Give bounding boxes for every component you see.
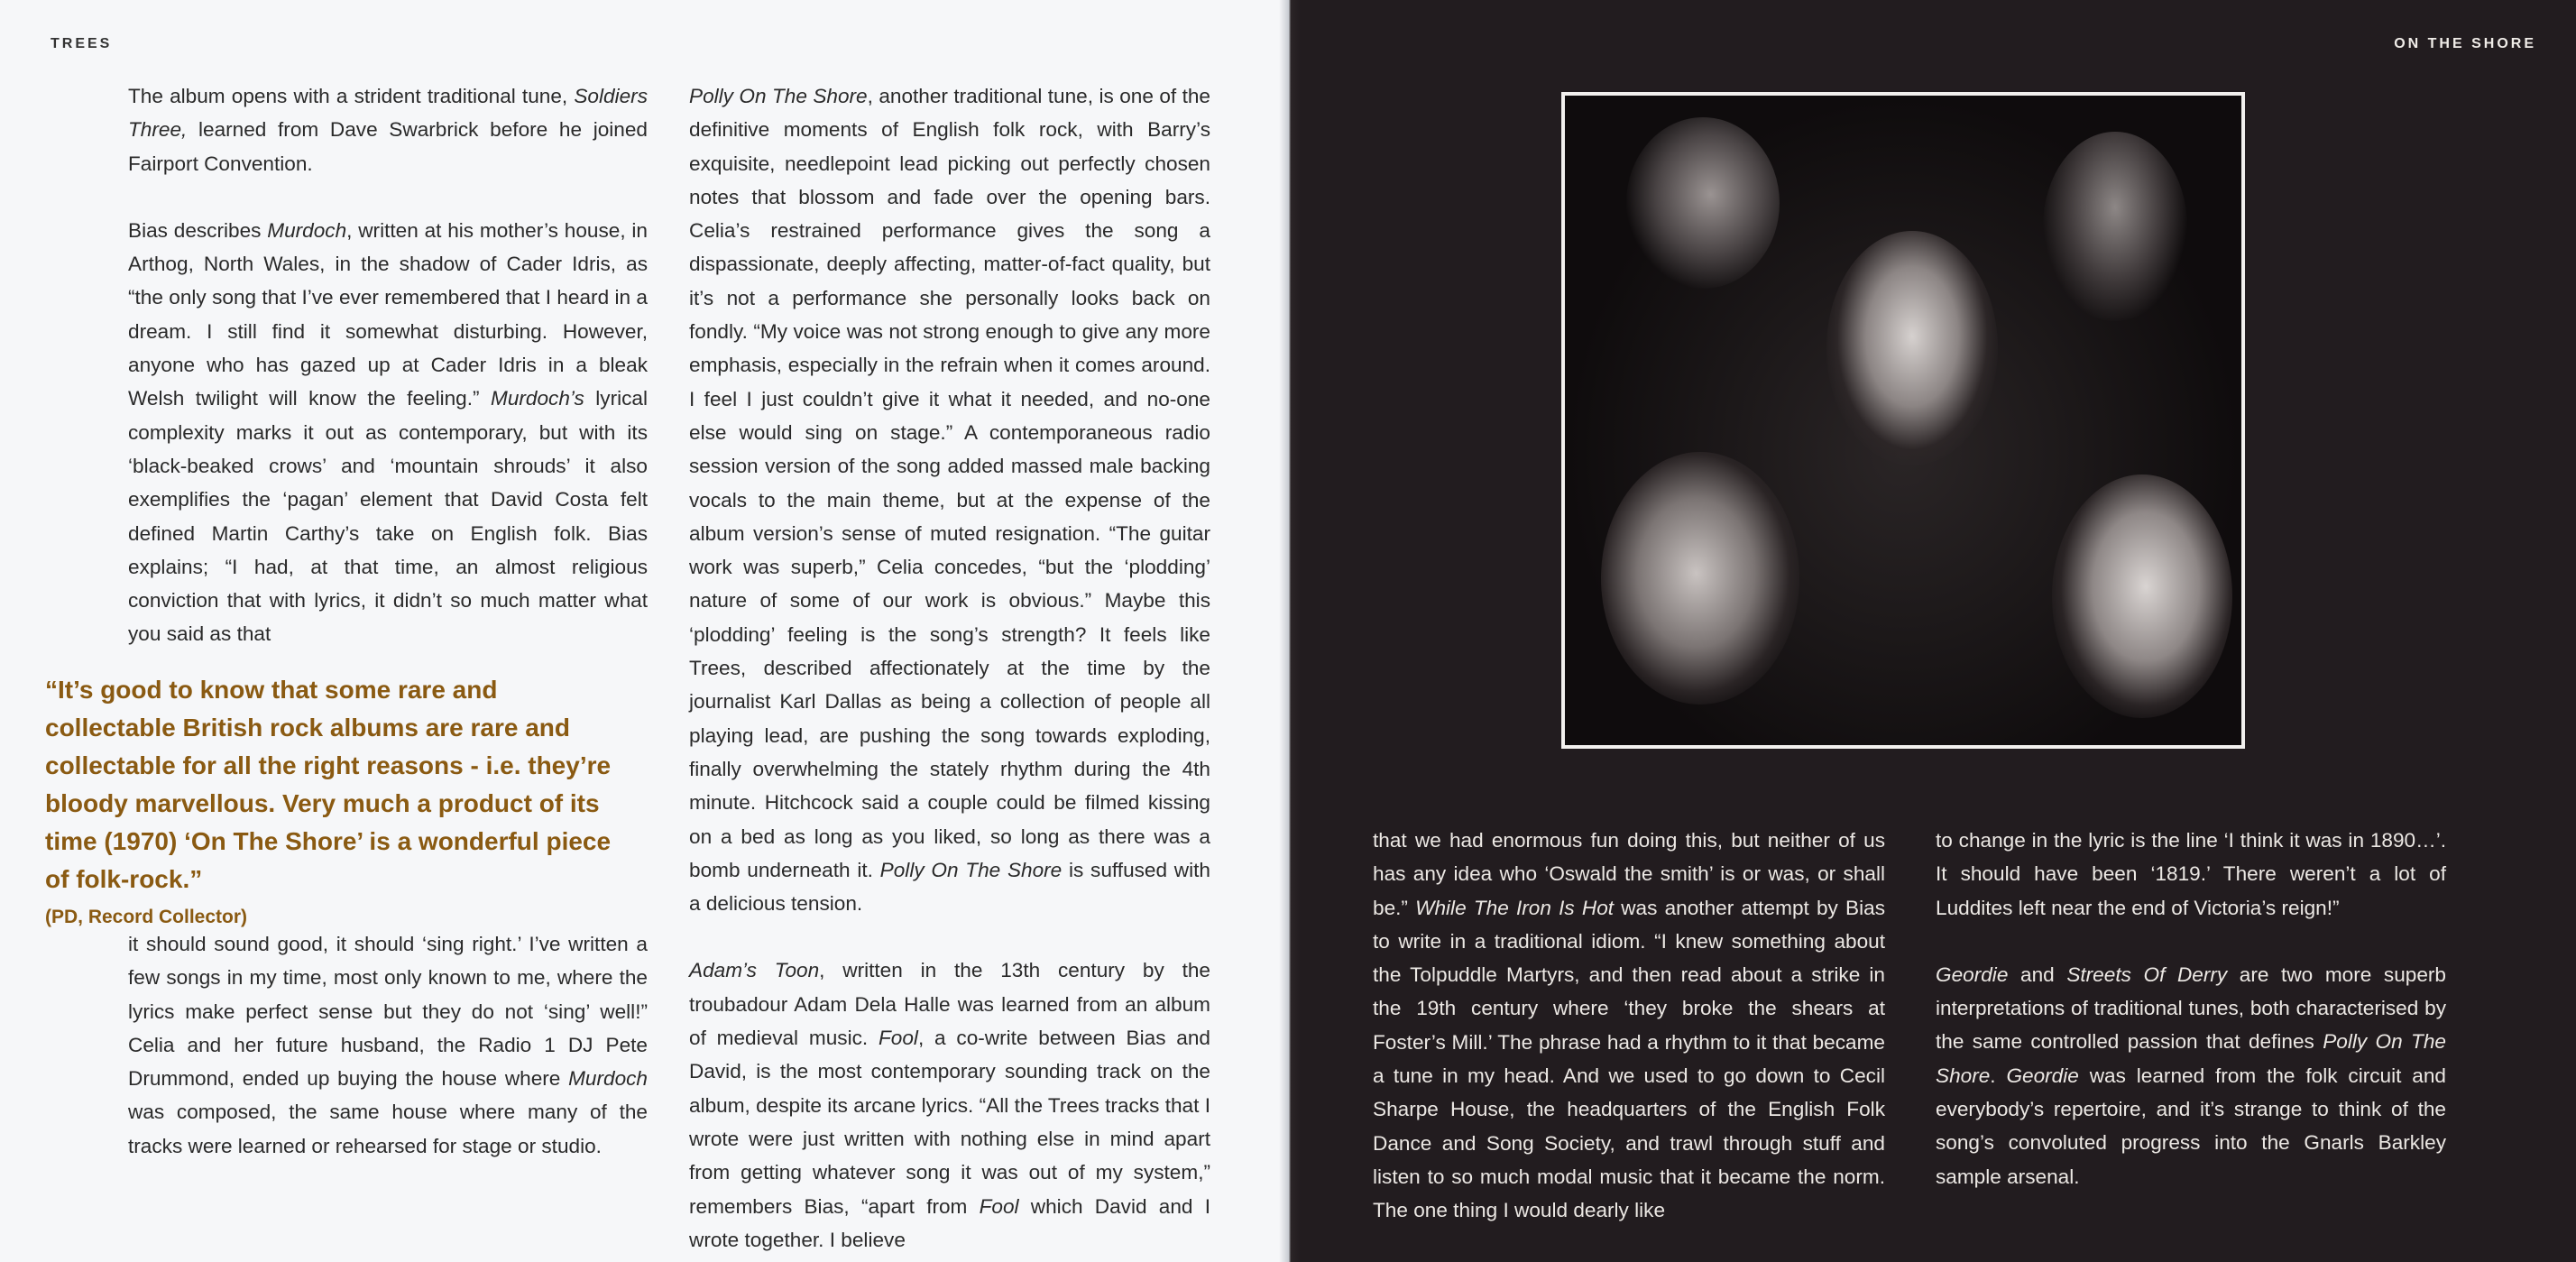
italic-title: Adam’s Toon <box>689 959 820 982</box>
body-paragraph: Adam’s Toon, written in the 13th century by the troubadour Adam Dela Halle was learned from an album of medieval music. Fool, a co-write between Bias and David, is the most contemporary sounding track on the album, despite its arcane lyrics. “All the Trees tracks that I wrote were just written with nothing else in mind apart from getting whatever song it was out of my system,” remembers Bias, “apart from Fool which David and I wrote together. I believe <box>689 959 1211 1251</box>
body-paragraph: to change in the lyric is the line ‘I think it was in 1890…’. It should have been ‘1819.’ There weren’t a lot of Luddites left near the end of Victoria’s reign!” <box>1936 829 2446 919</box>
pull-quote-text: “It’s good to know that some rare and collectable British rock albums are rare and collectable for all the right reasons - i.e. they’re bloody marvellous. Very much a product of its time (1970) ‘On The Shore’ is a wonderful piece of folk-rock.” <box>45 676 612 893</box>
band-photo <box>1561 92 2245 749</box>
pull-quote <box>45 671 631 931</box>
italic-title: Murdoch <box>267 218 347 242</box>
body-paragraph: it should sound good, it should ‘sing right.’ I’ve written a few songs in my time, most only known to me, where the lyrics make perfect sense but they do not ‘sing’ well!” Celia and her future husband, the Radio 1 DJ Pete Drummond, ended up buying the house where Murdoch was composed, the same house where many of the tracks were learned or rehearsed for stage or studio. <box>128 933 648 1157</box>
band-member-face <box>1826 231 1998 465</box>
page-gutter <box>1279 0 1301 1262</box>
band-member-face <box>2043 132 2187 321</box>
body-paragraph: Geordie and Streets Of Derry are two more superb interpretations of traditional tunes, both characterised by the same controlled passion that defines Polly On The Shore. Geordie was learned from the folk circuit and everybody’s repertoire, and it’s strange to think of the song’s convoluted progress into the Gnarls Barkley sample arsenal. <box>1936 963 2446 1188</box>
left-column-2 <box>689 79 1210 1257</box>
italic-title: Soldiers Three, <box>128 85 648 142</box>
band-member-face <box>1601 452 1799 705</box>
right-column-2 <box>1936 824 2446 1193</box>
left-column-1-bottom <box>128 927 648 1163</box>
italic-title: While The Iron Is Hot <box>1415 896 1615 919</box>
running-head-right: ON THE SHORE <box>2394 36 2536 51</box>
running-head-left: TREES <box>51 36 113 51</box>
italic-title: Polly On The Shore <box>879 858 1063 881</box>
italic-title: Fool <box>878 1027 918 1050</box>
italic-title: Fool <box>979 1194 1019 1218</box>
italic-title: Streets Of Derry <box>2066 963 2228 986</box>
pull-quote-source: (PD, Record Collector) <box>45 907 248 927</box>
italic-title: Polly On The Shore <box>1936 1030 2446 1087</box>
body-paragraph: Polly On The Shore, another traditional tune, is one of the definitive moments of English folk rock, with Barry’s exquisite, needlepoint lead picking out perfectly chosen notes that blossom and fade over the opening bars. Celia’s restrained performance gives the song a dispassionate, deeply affecting, matter-of-fact quality, but it’s not a performance she personally looks back on fondly. “My voice was not strong enough to give any more emphasis, especially in the refrain when it comes around. I feel I just couldn’t give it what it needed, and no-one else would sing on stage.” A contemporaneous radio session version of the song added massed male backing vocals to the main theme, but at the expense of the album version’s sense of muted resignation. “The guitar work was superb,” Celia concedes, “but the ‘plodding’ nature of some of our work is obvious.” Maybe this ‘plodding’ feeling is the song’s strength? It feels like Trees, described affectionately at the time by the journalist Karl Dallas as being a collection of people all playing lead, are pushing the song towards exploding, finally overwhelming the stately rhythm during the 4th minute. Hitchcock said a couple could be filmed kissing on a bed as long as you liked, so long as there was a bomb underneath it. Polly On The Shore is suffused with a delicious tension. <box>689 85 1211 916</box>
body-paragraph: Bias describes Murdoch, written at his mother’s house, in Arthog, North Wales, in the shadow of Cader Idris, as “the only song that I’ve ever remembered that I heard in a dream. I still find it somewhat disturbing. However, anyone who has gazed up at Cader Idris in a bleak Welsh twilight will know the feeling.” Murdoch’s lyrical complexity marks it out as contemporary, but with its ‘black-beaked crows’ and ‘mountain shrouds’ it also exemplifies the ‘pagan’ element that David Costa felt defined Martin Carthy’s take on English folk. Bias explains; “I had, at that time, an almost religious conviction that with lyrics, it didn’t so much matter what you said as that <box>128 218 648 646</box>
italic-title: Murdoch <box>568 1067 648 1091</box>
body-paragraph: that we had enormous fun doing this, but neither of us has any idea who ‘Oswald the smith’ is or was, or shall be.” While The Iron Is Hot was another attempt by Bias to write in a traditional idiom. “I knew something about the Tolpuddle Martyrs, and then read about a strike in the 19th century where ‘they broke the shears at Foster’s Mill.’ The phrase had a rhythm to it that became a tune in my head. And we used to go down to Cecil Sharpe House, the headquarters of the English Folk Dance and Song Society, and trawl through stuff and listen to so much modal music that it became the norm. The one thing I would dearly like <box>1373 829 1885 1222</box>
left-column-1-top <box>128 79 648 651</box>
band-member-face <box>1626 117 1780 289</box>
italic-title: Geordie <box>2006 1064 2079 1087</box>
italic-title: Murdoch’s <box>491 387 584 410</box>
body-paragraph: The album opens with a strident traditional tune, Soldiers Three, learned from Dave Swarbrick before he joined Fairport Convention. <box>128 85 648 175</box>
band-member-face <box>2052 474 2232 718</box>
italic-title: Polly On The Shore <box>689 85 868 107</box>
right-column-1 <box>1373 824 1885 1228</box>
italic-title: Geordie <box>1936 963 2009 986</box>
